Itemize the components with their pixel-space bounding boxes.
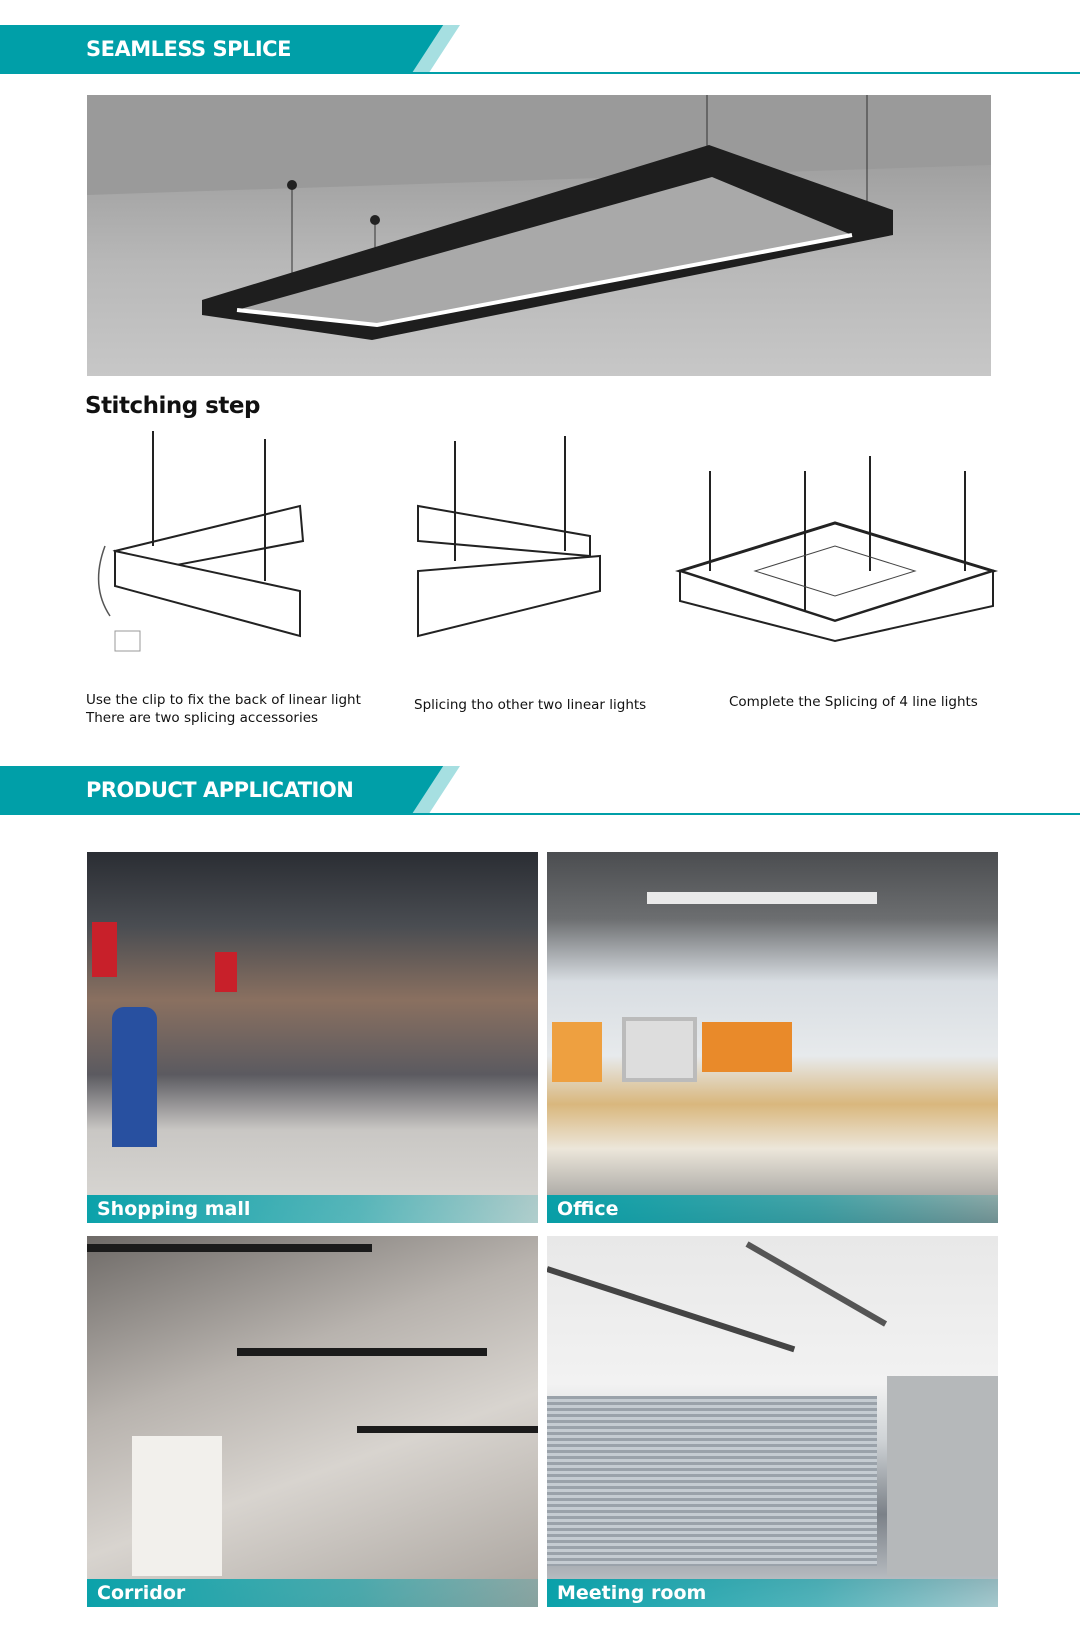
product-image-rectangle-light xyxy=(87,95,991,376)
photo-meeting-room xyxy=(547,1236,998,1607)
section-title: SEAMLESS SPLICE xyxy=(86,37,291,61)
photo-label: Meeting room xyxy=(547,1579,998,1607)
section-title: PRODUCT APPLICATION xyxy=(86,778,354,802)
step1-caption xyxy=(86,691,361,727)
photo-label: Shopping mall xyxy=(87,1195,538,1223)
caption-line: Use the clip to fix the back of linear light xyxy=(86,692,361,708)
section-header-seamless xyxy=(0,25,1080,75)
photo-corridor xyxy=(87,1236,538,1607)
step2-caption: Splicing tho other two linear lights xyxy=(414,697,647,713)
stitching-heading: Stitching step xyxy=(85,393,260,419)
step3-diagram xyxy=(675,431,1000,666)
photo-office xyxy=(547,852,998,1223)
step3-caption: Complete the Splicing of 4 line lights xyxy=(729,694,978,710)
photo-shopping-mall xyxy=(87,852,538,1223)
photo-label: Corridor xyxy=(87,1579,538,1607)
step1-diagram xyxy=(85,431,325,666)
caption-line: There are two splicing accessories xyxy=(86,710,319,726)
section-header-application xyxy=(0,766,1080,816)
step2-diagram xyxy=(415,431,615,666)
photo-label: Office xyxy=(547,1195,998,1223)
